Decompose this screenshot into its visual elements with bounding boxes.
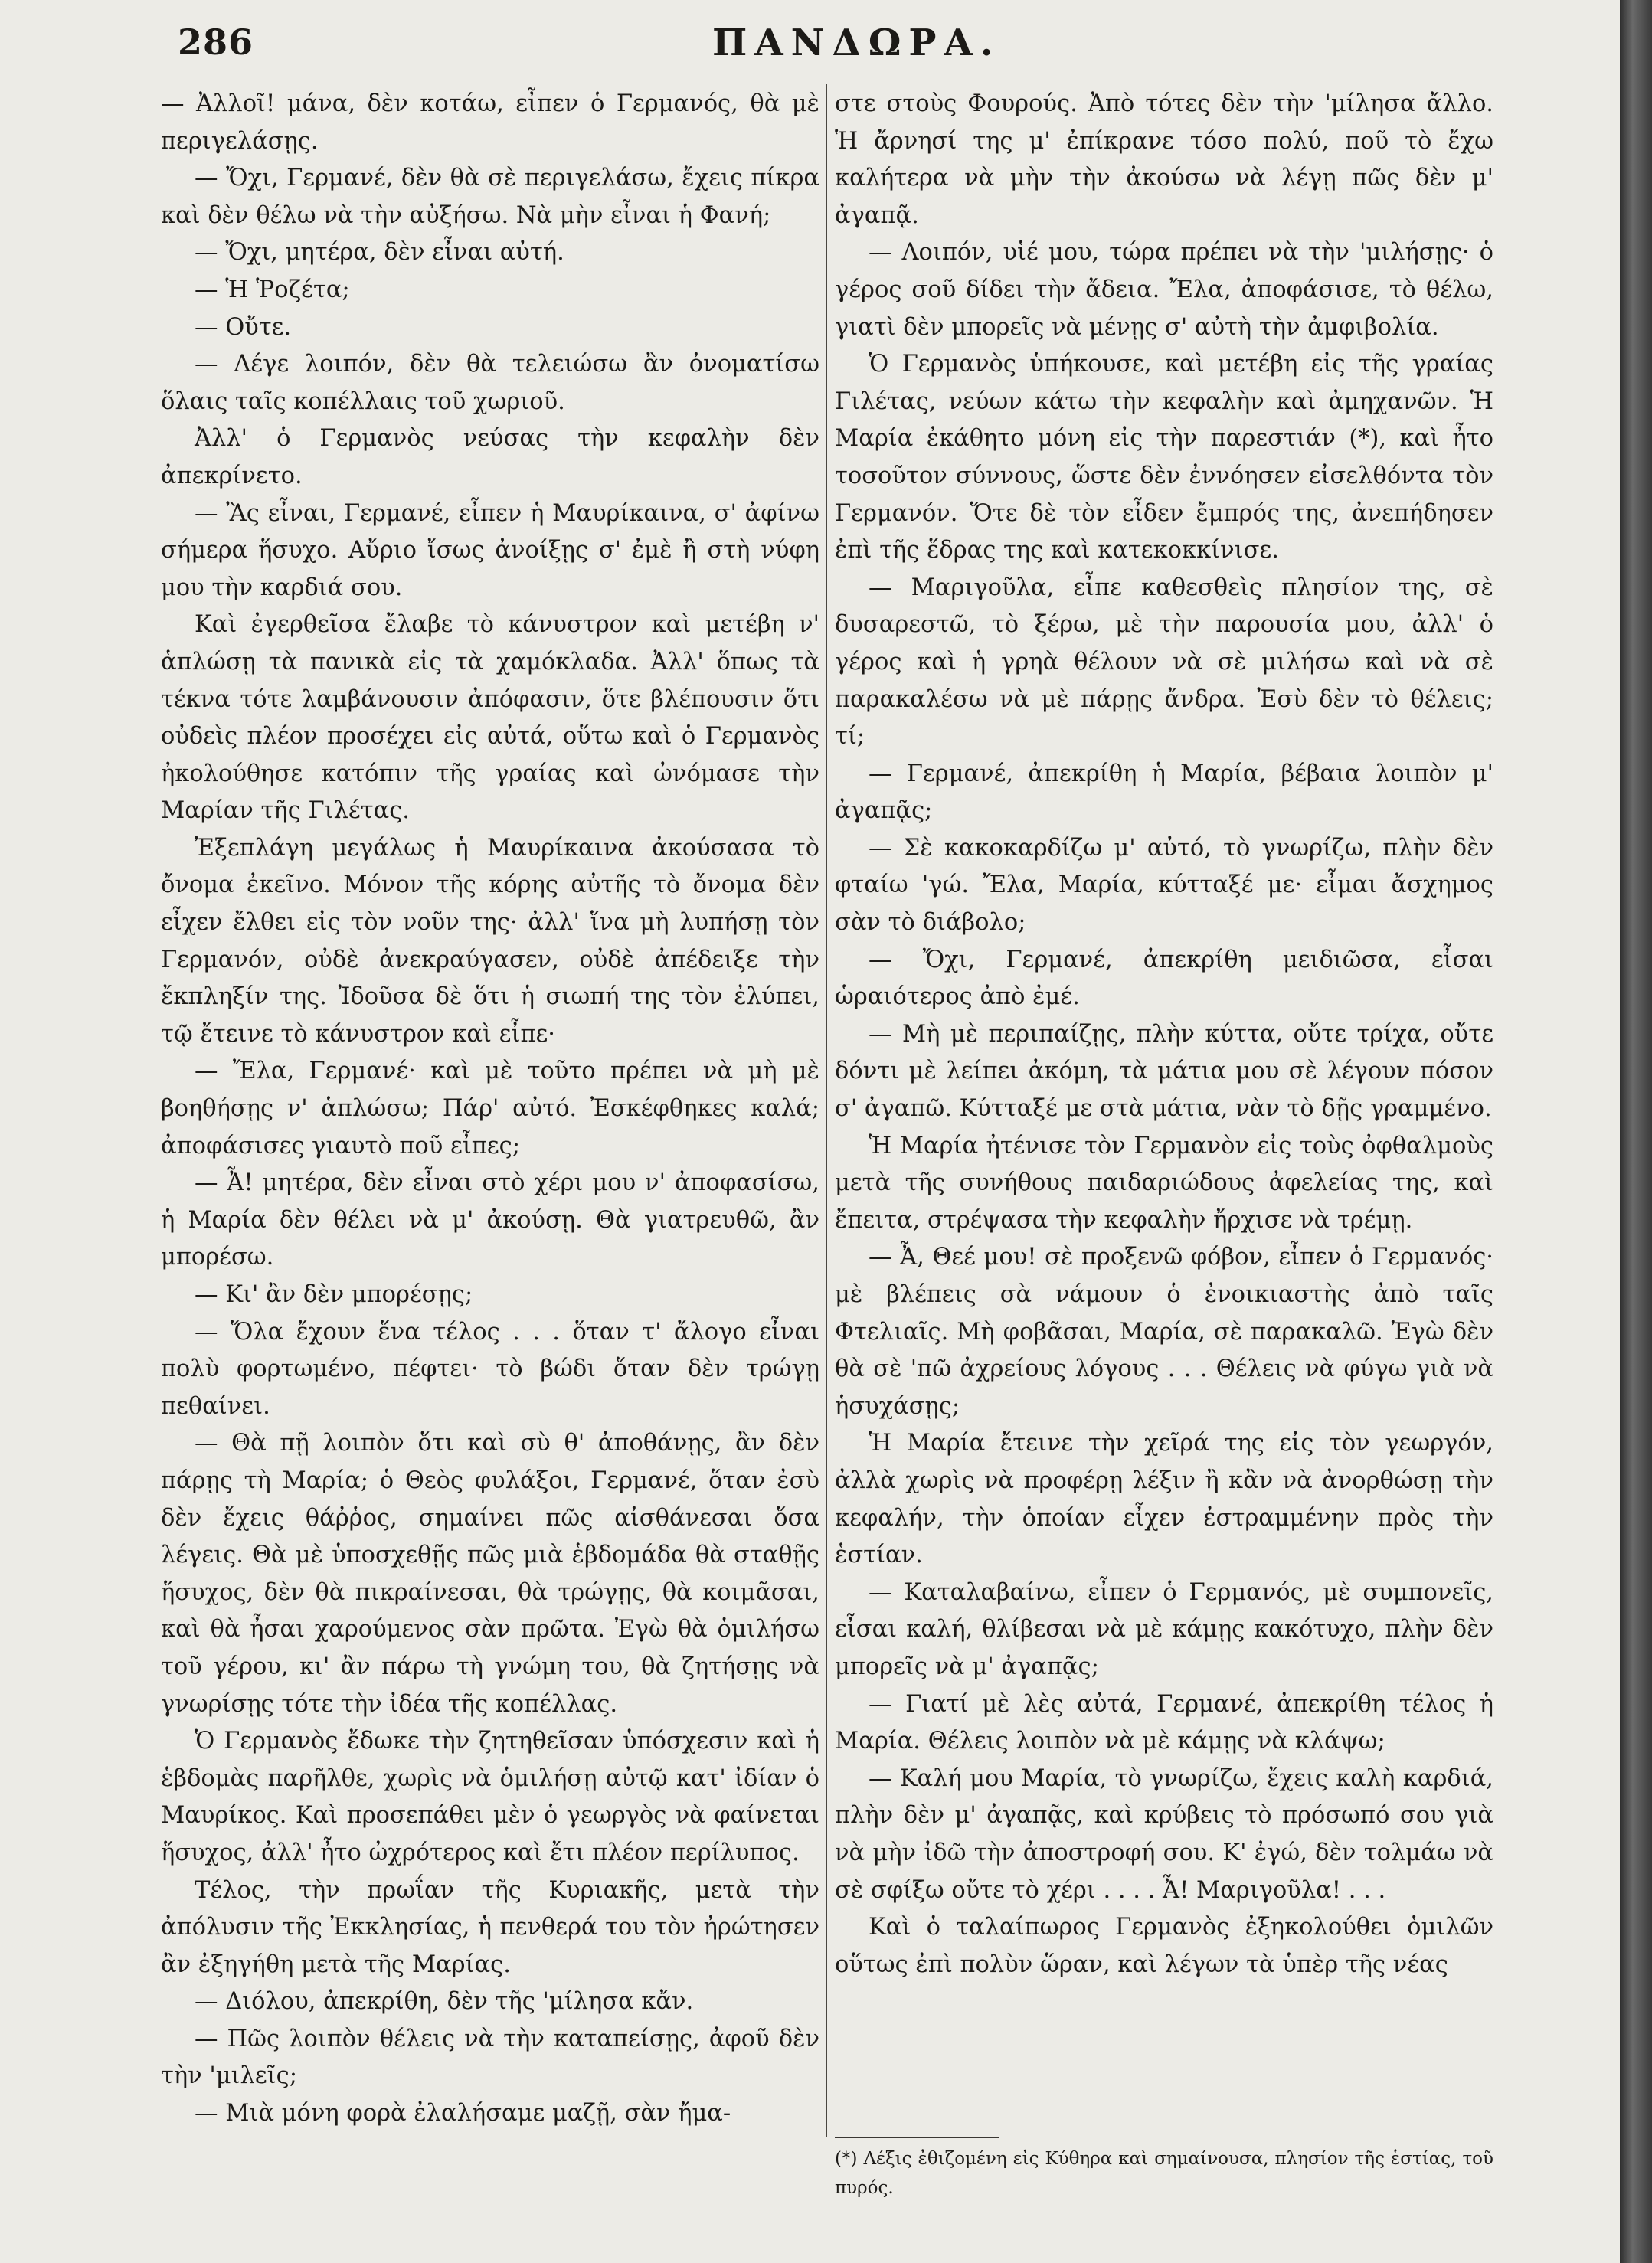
paragraph: — Λοιπόν, υἱέ μου, τώρα πρέπει νὰ τὴν 'μιλήσῃς· ὁ γέρος σοῦ δίδει τὴν ἄδεια. Ἔλα, ἀποφάσισε, τὸ θέλω, γιατὶ δὲν μπορεῖς νὰ μένῃς σ' αὐτὴ τὴν ἀμφιβολία. (835, 239, 1493, 341)
paragraph: — Ὅλα ἔχουν ἕνα τέλος . . . ὅταν τ' ἄλογο εἶναι πολὺ φορτωμένο, πέφτει· τὸ βώδι ὅταν δὲν τρώγῃ πεθαίνει. (161, 1318, 819, 1420)
paragraph: Ὁ Γερμανὸς ἔδωκε τὴν ζητηθεῖσαν ὑπόσχεσιν καὶ ἡ ἑβδομὰς παρῆλθε, χωρὶς νὰ ὁμιλήσῃ αὐτῷ κατ' ἰδίαν ὁ Μαυρίκος. Καὶ προσεπάθει μὲν ὁ γεωργὸς νὰ φαίνεται ἥσυχος, ἀλλ' ἦτο ὠχρότερος καὶ ἔτι πλέον περίλυπος. (161, 1728, 819, 1866)
paragraph: Ἡ Μαρία ἔτεινε τὴν χεῖρά της εἰς τὸν γεωργόν, ἀλλὰ χωρὶς νὰ προφέρῃ λέξιν ἢ κἂν νὰ ἀνορθώσῃ τὴν κεφαλήν, τὴν ὁποίαν εἶχεν ἐστραμμένην πρὸς τὴν ἑστίαν. (835, 1430, 1493, 1569)
paragraph: — Θὰ πῇ λοιπὸν ὅτι καὶ σὺ θ' ἀποθάνῃς, ἂν δὲν πάρῃς τὴ Μαρία; ὁ Θεὸς φυλάξοι, Γερμανέ, ὅταν ἐσὺ δὲν ἔχεις θάῤῥος, σημαίνει πῶς αἰσθάνεσαι ὅσα λέγεις. Θὰ μὲ ὑποσχεθῇς πῶς μιὰ ἑβδομάδα θὰ σταθῇς ἥσυχος, δὲν θὰ πικραίνεσαι, θὰ τρώγῃς, θὰ κοιμᾶσαι, καὶ θὰ ἦσαι χαρούμενος σὰν πρῶτα. Ἐγὼ θὰ ὁμιλήσω τοῦ γέρου, κι' ἂν πάρω τὴ γνώμη του, θὰ ζητήσῃς νὰ γνωρίσῃς τότε τὴν ἰδέα τῆς κοπέλλας. (161, 1430, 819, 1718)
paragraph: — Ὄχι, Γερμανέ, ἀπεκρίθη μειδιῶσα, εἶσαι ὡραιότερος ἀπὸ ἐμέ. (835, 946, 1493, 1011)
paragraph: — Γιατί μὲ λὲς αὐτά, Γερμανέ, ἀπεκρίθη τέλος ἡ Μαρία. Θέλεις λοιπὸν νὰ μὲ κάμῃς νὰ κλάψω; (835, 1690, 1493, 1755)
paragraph: Ἐξεπλάγη μεγάλως ἡ Μαυρίκαινα ἀκούσασα τὸ ὄνομα ἐκεῖνο. Μόνον τῆς κόρης αὐτῆς τὸ ὄνομα δὲν εἶχεν ἔλθει εἰς τὸν νοῦν της· ἀλλ' ἵνα μὴ λυπήσῃ τὸν Γερμανόν, οὐδὲ ἀνεκραύγασεν, οὐδὲ ἀπέδειξε τὴν ἔκπληξίν της. Ἰδοῦσα δὲ ὅτι ἡ σιωπή της τὸν ἐλύπει, τῷ ἔτεινε τὸ κάνυστρον καὶ εἶπε· (161, 834, 819, 1048)
paragraph: — Ἀλλοῖ! μάνα, δὲν κοτάω, εἶπεν ὁ Γερμανός, θὰ μὲ περιγελάσῃς. (161, 90, 819, 155)
paragraph: Καὶ ὁ ταλαίπωρος Γερμανὸς ἐξηκολούθει ὁμιλῶν οὕτως ἐπὶ πολὺν ὥραν, καὶ λέγων τὰ ὑπὲρ τῆς νέας (835, 1914, 1493, 1978)
paragraph: — Οὔτε. (195, 313, 292, 341)
paragraph: — Καταλαβαίνω, εἶπεν ὁ Γερμανός, μὲ συμπονεῖς, εἶσαι καλή, θλίβεσαι νὰ μὲ κάμῃς κακότυχο, πλὴν δὲν μπορεῖς νὰ μ' ἀγαπᾷς; (835, 1578, 1493, 1680)
paragraph: — Σὲ κακοκαρδίζω μ' αὐτό, τὸ γνωρίζω, πλὴν δὲν φταίω 'γώ. Ἔλα, Μαρία, κύτταξέ με· εἶμαι ἄσχημος σὰν τὸ διάβολο; (835, 834, 1493, 937)
paragraph: — Μαριγοῦλα, εἶπε καθεσθεὶς πλησίον της, σὲ δυσαρεστῶ, τὸ ξέρω, μὲ τὴν παρουσία μου, ἀλλ' ὁ γέρος καὶ ἡ γρηὰ θέλουν νὰ σὲ μιλήσω καὶ νὰ σὲ παρακαλέσω νὰ μὲ πάρῃς ἄνδρα. Ἐσὺ δὲν τὸ θέλεις; τί; (835, 574, 1493, 751)
paragraph: — Λέγε λοιπόν, δὲν θὰ τελειώσω ἂν ὀνοματίσω ὅλαις ταῖς κοπέλλαις τοῦ χωριοῦ. (161, 351, 819, 415)
page-header (0, 0, 1620, 69)
paragraph: — Πῶς λοιπὸν θέλεις νὰ τὴν καταπείσῃς, ἀφοῦ δὲν τὴν 'μιλεῖς; (161, 2025, 819, 2090)
paragraph: Καὶ ἐγερθεῖσα ἔλαβε τὸ κάνυστρον καὶ μετέβη ν' ἁπλώσῃ τὰ πανικὰ εἰς τὰ χαμόκλαδα. Ἀλλ' ὅπως τὰ τέκνα τότε λαμβάνουσιν ἀπόφασιν, ὅτε βλέπουσιν ὅτι οὐδεὶς πλέον προσέχει εἰς αὐτά, οὕτω καὶ ὁ Γερμανὸς ἠκολούθησε κατόπιν τῆς γραίας καὶ ὠνόμασε τὴν Μαρίαν τῆς Γιλέτας. (161, 611, 819, 825)
paragraph: — Μιὰ μόνη φορὰ ἐλαλήσαμε μαζῇ, σὰν ἤμα- (195, 2100, 731, 2127)
footnote-rule (835, 2137, 999, 2138)
paragraph: — Διόλου, ἀπεκρίθη, δὲν τῆς 'μίλησα κἄν. (195, 1988, 694, 2016)
paragraph: — Ἆ, Θεέ μου! σὲ προξενῶ φόβον, εἶπεν ὁ Γερμανός· μὲ βλέπεις σὰ νάμουν ὁ ἐνοικιαστὴς ἀπὸ ταῖς Φτελιαῖς. Μὴ φοβᾶσαι, Μαρία, σὲ παρακαλῶ. Ἐγὼ δὲν θὰ σὲ 'πῶ ἀχρείους λόγους . . . Θέλεις νὰ φύγω γιὰ νὰ ἡσυχάσῃς; (835, 1244, 1493, 1420)
paragraph: — Ἔλα, Γερμανέ· καὶ μὲ τοῦτο πρέπει νὰ μὴ μὲ βοηθήσῃς ν' ἁπλώσω; Πάρ' αὐτό. Ἐσκέφθηκες καλά; ἀποφάσισες γιαυτὸ ποῦ εἶπες; (161, 1058, 819, 1159)
paragraph: — Κι' ἂν δὲν μπορέσῃς; (195, 1281, 473, 1308)
right-column (835, 86, 1493, 1983)
page-number: 286 (178, 21, 254, 63)
paragraph: Τέλος, τὴν πρωΐαν τῆς Κυριακῆς, μετὰ τὴν ἀπόλυσιν τῆς Ἐκκλησίας, ἡ πενθερά του τὸν ἠρώτησεν ἂν ἐξηγήθη μετὰ τῆς Μαρίας. (161, 1876, 819, 1978)
footnote: (*) Λέξις ἐθιζομένη εἰς Κύθηρα καὶ σημαίνουσα, πλησίον τῆς ἑστίας, τοῦ πυρός. (835, 2149, 1493, 2198)
paragraph: Ἀλλ' ὁ Γερμανὸς νεύσας τὴν κεφαλὴν δὲν ἀπεκρίνετο. (161, 425, 819, 489)
paragraph: Ἡ Μαρία ἠτένισε τὸν Γερμανὸν εἰς τοὺς ὀφθαλμοὺς μετὰ τῆς συνήθους παιδαριώδους ἀφελείας της, καὶ ἔπειτα, στρέψασα τὴν κεφαλὴν ἤρχισε νὰ τρέμῃ. (835, 1132, 1493, 1234)
paragraph: — Γερμανέ, ἀπεκρίθη ἡ Μαρία, βέβαια λοιπὸν μ' ἀγαπᾷς; (835, 760, 1493, 825)
paragraph-continuation: στε στοὺς Φουρούς. Ἀπὸ τότες δὲν τὴν 'μίλησα ἄλλο. Ἡ ἄρνησί της μ' ἐπίκρανε τόσο πολύ, ποῦ τὸ ἔχω καλήτερα νὰ μὴν τὴν ἀκούσω νὰ λέγῃ πῶς δὲν μ' ἀγαπᾷ. (835, 90, 1493, 229)
paragraph: — Ἡ Ῥοζέτα; (195, 276, 350, 303)
paragraph: — Ὄχι, Γερμανέ, δὲν θὰ σὲ περιγελάσω, ἔχεις πίκρα καὶ δὲν θέλω νὰ τὴν αὐξήσω. Νὰ μὴν εἶναι ἡ Φανή; (161, 165, 819, 229)
paragraph: — Ἂς εἶναι, Γερμανέ, εἶπεν ἡ Μαυρίκαινα, σ' ἀφίνω σήμερα ἥσυχο. Αὔριο ἴσως ἀνοίξῃς σ' ἐμὲ ἢ στὴ νύφη μου τὴν καρδιά σου. (161, 499, 819, 601)
paragraph: Ὁ Γερμανὸς ὑπήκουσε, καὶ μετέβη εἰς τῆς γραίας Γιλέτας, νεύων κάτω τὴν κεφαλὴν καὶ ἀμηχανῶν. Ἡ Μαρία ἐκάθητο μόνη εἰς τὴν παρεστιάν (*), καὶ ἦτο τοσοῦτον σύννους, ὥστε δὲν ἐννόησεν εἰσελθόντα τὸν Γερμανόν. Ὅτε δὲ τὸν εἶδεν ἔμπρός της, ἀνεπήδησεν ἐπὶ τῆς ἕδρας της καὶ κατεκοκκίνισε. (835, 351, 1493, 564)
paragraph: — Ὄχι, μητέρα, δὲν εἶναι αὐτή. (195, 239, 564, 267)
running-title: ΠΑΝΔΩΡΑ. (712, 21, 1001, 64)
left-column (161, 86, 819, 2133)
paragraph: — Μὴ μὲ περιπαίζῃς, πλὴν κύττα, οὔτε τρίχα, οὔτε δόντι μὲ λείπει ἀκόμη, τὰ μάτια μου σὲ λέγουν πόσον σ' ἀγαπῶ. Κύτταξέ με στὰ μάτια, νὰν τὸ δῇς γραμμένο. (835, 1020, 1493, 1123)
page-edge-shadow (1620, 0, 1652, 2263)
column-divider (826, 84, 827, 2137)
paragraph: — Καλή μου Μαρία, τὸ γνωρίζω, ἔχεις καλὴ καρδιά, πλὴν δὲν μ' ἀγαπᾷς, καὶ κρύβεις τὸ πρόσωπό σου γιὰ νὰ μὴν ἰδῶ τὴν ἀποστροφή σου. Κ' ἐγώ, δὲν τολμάω νὰ σὲ σφίξω οὔτε τὸ χέρι . . . . Ἆ! Μαριγοῦλα! . . . (835, 1764, 1493, 1904)
paragraph: — Ἆ! μητέρα, δὲν εἶναι στὸ χέρι μου ν' ἀποφασίσω, ἡ Μαρία δὲν θέλει νὰ μ' ἀκούσῃ. Θὰ γιατρευθῶ, ἂν μπορέσω. (161, 1169, 819, 1271)
